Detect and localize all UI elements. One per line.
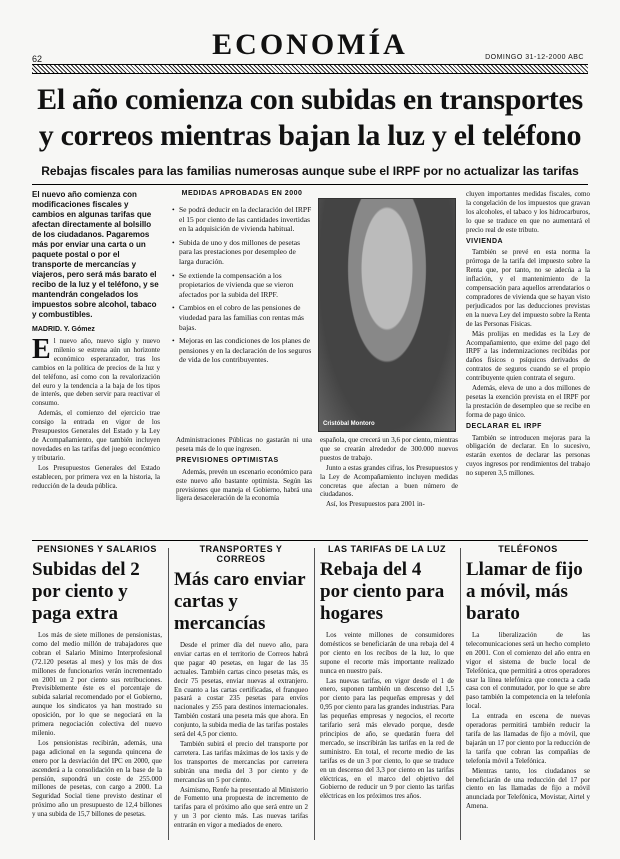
column-divider <box>460 548 461 840</box>
photo-caption: Cristóbal Montoro <box>323 421 375 427</box>
story-paragraph: Asimismo, Renfe ha presentado al Ministerio de Fomento una propuesta de incremento de tarifas para el próximo año que será entre un 2 y un 3 por ciento más. Las nuevas tarifas entrarán en vigor a mediados de enero. <box>174 785 308 830</box>
story-paragraph: La entrada en escena de nuevas operadoras permitirá también reducir la tarifa de las llamadas de fijo a móvil, que bajarán un 17 por ciento por la reducción de la tarifa que cobran las compañías de telefonía móvil a Telefónica. <box>466 712 590 765</box>
right-paragraph: cluyen importantes medidas fiscales, como la congelación de los impuestos que gravan los alcoholes, el tabaco y los hidrocarburos, lo que se traduce en que no aumentará el precio real de este tributo. <box>466 190 590 234</box>
lead-body <box>32 334 160 490</box>
mid-column-2 <box>176 436 312 520</box>
mid-column-3 <box>320 436 458 520</box>
mid-paragraph: Junto a estas grandes cifras, los Presupuestos y la Ley de Acompañamiento incluyen medidas concretas que afectan a buen número de ciudadanos. <box>320 463 458 499</box>
story-title: Rebaja del 4 por ciento para hogares <box>320 559 445 624</box>
story-electricity <box>320 544 454 844</box>
measures-list <box>172 205 312 365</box>
story-body <box>320 631 454 801</box>
story-title: Llamar de fijo a móvil, más barato <box>466 559 583 624</box>
dateline: DOMINGO 31-12-2000 ABC <box>485 54 584 61</box>
byline: MADRID. Y. Gómez <box>32 326 95 333</box>
page-number: 62 <box>32 54 43 64</box>
lead-paragraph: l nuevo año, nuevo siglo y nuevo milenio se estrena aún un horizonte económico esperanzador, tras los cambios en la política de precios de la luz y del teléfono, así como con la revalorización del euro y la tendencia a la baja de los tipos de interés, que deben servir para reactivar el consumo. <box>32 337 160 408</box>
right-column <box>466 190 590 524</box>
right-paragraph: También se introducen mejoras para la obligación de declarar. En lo sucesivo, estarán exentos de declarar las personas cuyos ingresos por rendimientos del trabajo no superen 3,5 millones. <box>466 433 590 478</box>
main-headline: El año comienza con subidas en transportes y correos mientras bajan la luz y el teléfono <box>37 83 583 152</box>
story-paragraph: Los más de siete millones de pensionistas, como del medio millón de trabajadores que cobran el Salario Mínimo Interprofesional (72.120 pesetas al mes) y los más de dos millones de funcionarios verán incrementado en 2001 un 2 por ciento sus retribuciones. Previsiblemente éste es el porcentaje de subida salarial recomendado por el Gobierno, aunque los sindicatos ya han mostrado su oposición, por lo que se negociará en la primera negociación colectiva del nuevo milenio. <box>32 631 162 737</box>
story-body <box>174 641 308 830</box>
story-paragraph: La liberalización de las telecomunicaciones será un hecho completo en 2001. Con el comienzo del año entra en vigor el sistema de bucle local de Telefónica, que permitirá a otros operadores usar la línea telefónica que conecta a cada casa con el conmutador, por lo que se abre paso también la competencia en la telefonía local. <box>466 631 590 711</box>
story-telephones <box>466 544 590 844</box>
lead-summary: El nuevo año comienza con modificaciones fiscales y cambios en algunas tarifas que afectan directamente al bolsillo de los ciudadanos. Pagaremos más por enviar una carta o un paquete postal o por el transporte de mercancías y viajeros, pero será más barato el recibo de la luz y el teléfono, y se mantendrán congelados los impuestos sobre alcohol, tabaco y combustibles. <box>32 190 159 319</box>
subhead-rule <box>32 184 588 185</box>
subheadline: Rebajas fiscales para las familias numerosas aunque sube el IRPF por no actualizar las tarifas <box>41 164 579 178</box>
dropcap: E <box>32 334 51 365</box>
measures-box <box>172 190 312 428</box>
measure-item: • Se extiende la compensación a los propietarios de vivienda que se vieron afectados por la subida del IRPF. <box>172 271 312 300</box>
measure-item: • Mejoras en las condiciones de los planes de pensiones y en la declaración de los seguros de vida de los contribuyentes. <box>172 336 312 365</box>
section-heading: PREVISIONES OPTIMISTAS <box>176 456 279 464</box>
measure-item: • Subida de uno y dos millones de pesetas para las prestaciones por desempleo de larga duración. <box>172 238 312 267</box>
story-kicker: LAS TARIFAS DE LA LUZ <box>328 544 446 554</box>
story-title: Más caro enviar cartas y mercancías <box>174 569 306 634</box>
mid-paragraph: Así, los Presupuestos para 2001 in- <box>326 500 425 509</box>
right-paragraph: Además, eleva de uno a dos millones de pesetas la exención prevista en el IRPF por la prestación de desempleo que se recibe en forma de pago único. <box>466 384 590 419</box>
mid-paragraph: española, que crecerá un 3,6 por ciento, mientras que se crearán alrededor de 300.000 nuevos puestos de trabajo. <box>320 436 458 462</box>
story-paragraph: Mientras tanto, los ciudadanos se beneficiarán de una reducción del 17 por ciento en las llamadas de fijo a móvil anunciada por Telefónica, Movistar, Airtel y Amena. <box>466 766 590 811</box>
column-divider <box>314 548 315 840</box>
measures-box-title: MEDIDAS APROBADAS EN 2000 <box>181 190 303 197</box>
story-paragraph: Desde el primer día del nuevo año, para enviar cartas en el territorio de Correos habrá que pagar 40 pesetas, en lugar de las 35 actuales. También cartas cinco pesetas más, es decir 75 pesetas, enviar nuevas al extranjero. En cuanto a las cartas certificadas, el franqueo pasará a costar 235 pesetas para envíos nacionales y 255 para destinos internacionales. También costará una peseta más que ahora. En conjunto, la subida media de las tarifas postales será del 4,5 por ciento. <box>174 641 308 739</box>
section-heading: DECLARAR EL IRPF <box>466 422 542 430</box>
section-heading: VIVIENDA <box>466 237 504 245</box>
column-divider <box>168 548 169 840</box>
story-kicker: TRANSPORTES Y CORREOS <box>199 544 283 564</box>
story-paragraph: Las nuevas tarifas, en vigor desde el 1 de enero, suponen también un descenso del 1,5 por ciento para las pequeñas empresas y del 0,95 por ciento para las grandes industrias. Para las pequeñas empresas y negocios, el recorte tarifario será más elevado porque, desde principios de año, se quedarán fuera del mercado, se inscribirán las tarifas en la red de suministro. En total, el recorte medio de las tarifas es de un 3 por ciento, lo que se traduce en un descenso del 3,3 por ciento en las tarifas eléctricas, en el marco del objetivo del Gobierno de reducir un 9 por ciento las tarifas eléctricas en los próximos tres años. <box>320 676 454 801</box>
mid-paragraph: Administraciones Públicas no gastarán ni una peseta más de lo que ingresen. <box>176 436 312 453</box>
story-paragraph: También subirá el precio del transporte por carretera. Las tarifas máximas de los taxis y de los transportes de mercancías por carretera subirán una media del 3 por ciento y de mercancías un 5 por ciento. <box>174 739 308 784</box>
photo-minister <box>318 198 456 432</box>
story-body <box>466 631 590 811</box>
story-paragraph: Los pensionistas recibirán, además, una paga adicional en la segunda quincena de enero por la desviación del IPC en 2000, que ascenderá a la consolidación en la base de la pensión, supondrá un coste de 255.000 millones de pesetas, con cargo a 2000. La Seguridad Social tiene previsto destinar el próximo año un presupuesto de 12,4 billones y una subida de 15,7 billones de pesetas. <box>32 738 162 819</box>
story-title: Subidas del 2 por ciento y paga extra <box>32 559 140 624</box>
right-paragraph: Más prolijas en medidas es la Ley de Acompañamiento, que exime del pago del IRPF a las indemnizaciones recibidas por daños físicos o psíquicos derivados de contratos de seguros cuando se el propio contribuyente quien contrata el seguro. <box>466 329 590 383</box>
lead-paragraph: Además, el comienzo del ejercicio trae consigo la entrada en vigor de los Presupuestos Generales del Estado y la Ley de Acompañamiento, que también incluyen novedades en las tarifas del juego económico y tributario. <box>32 409 160 462</box>
section-title: ECONOMÍA <box>212 28 408 61</box>
mid-paragraph: Además, prevén un escenario económico para este nuevo año bastante optimista. Según las previsiones que maneja el Gobierno, habrá una ligera desaceleración de la economía <box>176 467 312 503</box>
story-paragraph: Los veinte millones de consumidores domésticos se beneficiarán de una rebaja del 4 por ciento en los recibos de la luz, lo que supone el recorte más importante realizado nunca en nuestro país. <box>320 631 454 675</box>
lead-column <box>32 190 160 490</box>
story-body <box>32 631 162 819</box>
measure-item: • Cambios en el cobro de las pensiones de viudedad para las familias con rentas más bajas. <box>172 303 312 332</box>
header-hatch-divider <box>32 64 588 74</box>
story-kicker: PENSIONES Y SALARIOS <box>37 544 157 554</box>
measure-item: • Se podrá deducir en la declaración del IRPF el 15 por ciento de las cantidades invertidas en la adquisición de vivienda habitual. <box>172 205 312 234</box>
story-pensions <box>32 544 162 844</box>
lead-paragraph: Los Presupuestos Generales del Estado establecen, por primera vez en la historia, la reducción de la deuda pública. <box>32 463 160 490</box>
right-paragraph: También se prevé en esta norma la prórroga de la tarifa del impuesto sobre la Renta que, por tanto, no se adecúa a la inflación, y el mantenimiento de la compensación para aquellos arrendatarios o compradores de vivienda que se hayan visto perjudicados por las deducciones previstas en la nueva Ley del impuesto sobre la Renta de las Personas Físicas. <box>466 248 591 328</box>
bottom-section-rule <box>32 540 588 541</box>
story-transport <box>174 544 308 844</box>
story-kicker: TELÉFONOS <box>498 544 558 554</box>
